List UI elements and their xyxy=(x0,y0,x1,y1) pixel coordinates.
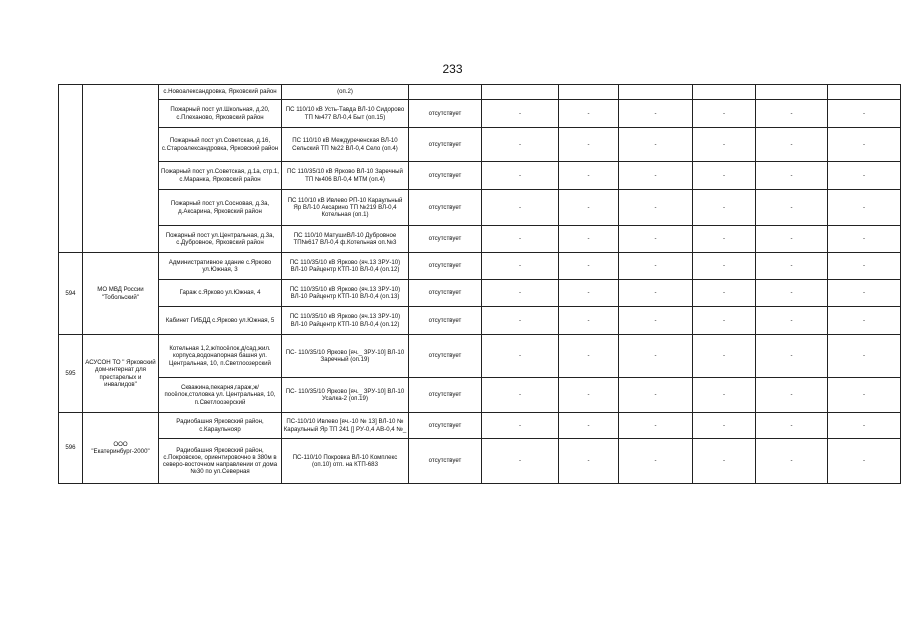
value-cell: - xyxy=(619,226,693,253)
value-cell: - xyxy=(559,226,619,253)
backup-source-cell: отсутствует xyxy=(409,100,482,128)
value-cell xyxy=(619,85,693,100)
value-cell: - xyxy=(559,378,619,413)
backup-source-cell: отсутствует xyxy=(409,378,482,413)
value-cell: - xyxy=(482,439,559,484)
table-row xyxy=(59,162,901,190)
power-supply-cell: ПС 110/35/10 кВ Ярково (яч.13 ЗРУ-10) ВЛ-10 Райцентр КТП-10 ВЛ-0,4 (оп.12) xyxy=(282,253,409,280)
value-cell: - xyxy=(756,226,828,253)
power-supply-cell: ПС 110/10 кВ Междуреченская ВЛ-10 Сельский ТП №22 ВЛ-0,4 Село (оп.4) xyxy=(282,128,409,162)
value-cell: - xyxy=(828,378,901,413)
value-cell: - xyxy=(756,307,828,335)
page-number: 233 xyxy=(442,62,463,76)
value-cell: - xyxy=(559,335,619,378)
value-cell: - xyxy=(828,100,901,128)
backup-source-cell xyxy=(409,85,482,100)
table-row xyxy=(59,85,901,100)
power-supply-cell: (оп.2) xyxy=(282,85,409,100)
organization-cell: ООО "Екатеринбург-2000" xyxy=(83,413,159,484)
value-cell: - xyxy=(559,413,619,439)
backup-source-cell: отсутствует xyxy=(409,335,482,378)
facilities-table xyxy=(58,84,901,484)
value-cell: - xyxy=(693,413,756,439)
row-number-cell: 595 xyxy=(59,335,83,413)
object-cell: Скважина,пекарня,гараж,ж/ посёлок,столовка ул. Центральная, 10, п.Светлоозерский xyxy=(159,378,282,413)
object-cell: Пожарный пост ул.Советская, д.1а, стр.1, с.Маранка, Ярковский район xyxy=(159,162,282,190)
value-cell: - xyxy=(693,378,756,413)
table-row xyxy=(59,413,901,439)
value-cell xyxy=(756,85,828,100)
row-number-cell: 594 xyxy=(59,253,83,335)
value-cell: - xyxy=(756,439,828,484)
organization-cell: МО МВД России "Тобольский" xyxy=(83,253,159,335)
object-cell: с.Новоалександровка, Ярковский район xyxy=(159,85,282,100)
power-supply-cell: ПС 110/10 МатушиВЛ-10 Дубровное ТП№617 ВЛ-0,4 ф.Котельная оп.№3 xyxy=(282,226,409,253)
value-cell: - xyxy=(828,307,901,335)
value-cell: - xyxy=(559,307,619,335)
table-row xyxy=(59,226,901,253)
object-cell: Пожарный пост ул.Школьная, д.20, с.Плеханово, Ярковский район xyxy=(159,100,282,128)
row-number-cell xyxy=(59,85,83,253)
power-supply-cell: ПС- 110/35/10 Ярково [яч._ ЗРУ-10] ВЛ-10 Заречный (оп.19) xyxy=(282,335,409,378)
table-row xyxy=(59,335,901,378)
table-row xyxy=(59,439,901,484)
value-cell: - xyxy=(828,439,901,484)
value-cell: - xyxy=(482,253,559,280)
value-cell: - xyxy=(619,100,693,128)
value-cell: - xyxy=(482,190,559,226)
value-cell: - xyxy=(482,100,559,128)
object-cell: Гараж с.Ярково ул.Южная, 4 xyxy=(159,280,282,307)
backup-source-cell: отсутствует xyxy=(409,253,482,280)
value-cell: - xyxy=(559,280,619,307)
value-cell: - xyxy=(828,162,901,190)
value-cell: - xyxy=(756,378,828,413)
organization-cell xyxy=(83,85,159,253)
value-cell: - xyxy=(619,128,693,162)
value-cell: - xyxy=(756,128,828,162)
table-row xyxy=(59,378,901,413)
power-supply-cell: ПС 110/35/10 кВ Ярково (яч.13 ЗРУ-10) ВЛ-10 Райцентр КТП-10 ВЛ-0,4 (оп.12) xyxy=(282,307,409,335)
value-cell: - xyxy=(693,226,756,253)
value-cell: - xyxy=(693,439,756,484)
object-cell: Радиобашня Ярковский район, с.Покровское, ориентировочно в 380м в северо-восточном направлении от дома №30 по ул.Северная xyxy=(159,439,282,484)
power-supply-cell: ПС 110/35/10 кВ Ярково (яч.13 ЗРУ-10) ВЛ-10 Райцентр КТП-10 ВЛ-0,4 (оп.13) xyxy=(282,280,409,307)
backup-source-cell: отсутствует xyxy=(409,226,482,253)
value-cell: - xyxy=(693,128,756,162)
value-cell: - xyxy=(756,190,828,226)
value-cell: - xyxy=(828,280,901,307)
value-cell: - xyxy=(619,378,693,413)
object-cell: Пожарный пост ул.Советская, д.16, с.Староалександровка, Ярковский район xyxy=(159,128,282,162)
backup-source-cell: отсутствует xyxy=(409,413,482,439)
power-supply-cell: ПС 110/10 кВ Усть-Тавда ВЛ-10 Сидорово ТП №477 ВЛ-0,4 Быт (оп.15) xyxy=(282,100,409,128)
backup-source-cell: отсутствует xyxy=(409,190,482,226)
power-supply-cell: ПС 110/35/10 кВ Ярково ВЛ-10 Заречный ТП №406 ВЛ-0,4 МТМ (оп.4) xyxy=(282,162,409,190)
object-cell: Пожарный пост ул.Центральная, д.3а, с.Дубровное, Ярковский район xyxy=(159,226,282,253)
value-cell: - xyxy=(756,100,828,128)
value-cell: - xyxy=(828,226,901,253)
value-cell: - xyxy=(482,226,559,253)
value-cell xyxy=(828,85,901,100)
object-cell: Пожарный пост ул.Сосновая, д.3а, д.Аксарина, Ярковский район xyxy=(159,190,282,226)
value-cell: - xyxy=(482,280,559,307)
value-cell: - xyxy=(693,307,756,335)
backup-source-cell: отсутствует xyxy=(409,162,482,190)
backup-source-cell: отсутствует xyxy=(409,128,482,162)
value-cell: - xyxy=(559,162,619,190)
power-supply-cell: ПС-110/10 Покровка ВЛ-10 Комплекс (оп.10) отп. на КТП-683 xyxy=(282,439,409,484)
value-cell: - xyxy=(828,128,901,162)
power-supply-cell: ПС 110/10 кВ Ивлево РП-10 Караульный Яр ВЛ-10 Аксарино ТП №219 ВЛ-0,4 Котельная (оп.1) xyxy=(282,190,409,226)
value-cell: - xyxy=(619,413,693,439)
object-cell: Радиобашня Ярковский район, с.Караульнояр xyxy=(159,413,282,439)
backup-source-cell: отсутствует xyxy=(409,439,482,484)
table-row xyxy=(59,307,901,335)
table-row xyxy=(59,280,901,307)
object-cell: Кабинет ГИБДД с.Ярково ул.Южная, 5 xyxy=(159,307,282,335)
value-cell xyxy=(559,85,619,100)
backup-source-cell: отсутствует xyxy=(409,280,482,307)
value-cell: - xyxy=(559,100,619,128)
value-cell: - xyxy=(828,190,901,226)
backup-source-cell: отсутствует xyxy=(409,307,482,335)
value-cell: - xyxy=(693,100,756,128)
value-cell: - xyxy=(756,162,828,190)
value-cell: - xyxy=(482,307,559,335)
value-cell: - xyxy=(828,253,901,280)
value-cell: - xyxy=(693,335,756,378)
value-cell: - xyxy=(693,253,756,280)
value-cell: - xyxy=(619,253,693,280)
row-number-cell: 596 xyxy=(59,413,83,484)
value-cell xyxy=(482,85,559,100)
power-supply-cell: ПС- 110/35/10 Ярково [яч._ ЗРУ-10] ВЛ-10 Усалка-2 (оп.19) xyxy=(282,378,409,413)
value-cell: - xyxy=(619,439,693,484)
value-cell: - xyxy=(482,335,559,378)
value-cell: - xyxy=(619,307,693,335)
value-cell: - xyxy=(619,335,693,378)
value-cell: - xyxy=(756,253,828,280)
value-cell: - xyxy=(559,253,619,280)
value-cell: - xyxy=(619,162,693,190)
value-cell: - xyxy=(482,128,559,162)
value-cell: - xyxy=(482,413,559,439)
table-row xyxy=(59,100,901,128)
value-cell: - xyxy=(619,190,693,226)
table-row xyxy=(59,128,901,162)
value-cell: - xyxy=(756,335,828,378)
value-cell: - xyxy=(756,413,828,439)
value-cell: - xyxy=(828,413,901,439)
value-cell: - xyxy=(559,128,619,162)
value-cell: - xyxy=(693,190,756,226)
power-supply-cell: ПС-110/10 Ивлево [яч.-10 № 13] ВЛ-10 № Караульный Яр ТП 241 [] РУ-0,4 АВ-0,4 №_ xyxy=(282,413,409,439)
value-cell: - xyxy=(693,162,756,190)
value-cell: - xyxy=(559,439,619,484)
value-cell: - xyxy=(828,335,901,378)
value-cell: - xyxy=(482,378,559,413)
value-cell: - xyxy=(756,280,828,307)
object-cell: Административное здание с.Ярково ул.Южная, 3 xyxy=(159,253,282,280)
table-row xyxy=(59,253,901,280)
organization-cell: АСУСОН ТО " Ярковский дом-интернат для престарелых и инвалидов" xyxy=(83,335,159,413)
value-cell: - xyxy=(482,162,559,190)
value-cell: - xyxy=(559,190,619,226)
value-cell: - xyxy=(619,280,693,307)
value-cell xyxy=(693,85,756,100)
value-cell: - xyxy=(693,280,756,307)
object-cell: Котельная 1,2,ж/посёлок,д/сад,жил. корпуса,водонапорная башня ул. Центральная, 10, п.Светлоозерский xyxy=(159,335,282,378)
table-row xyxy=(59,190,901,226)
